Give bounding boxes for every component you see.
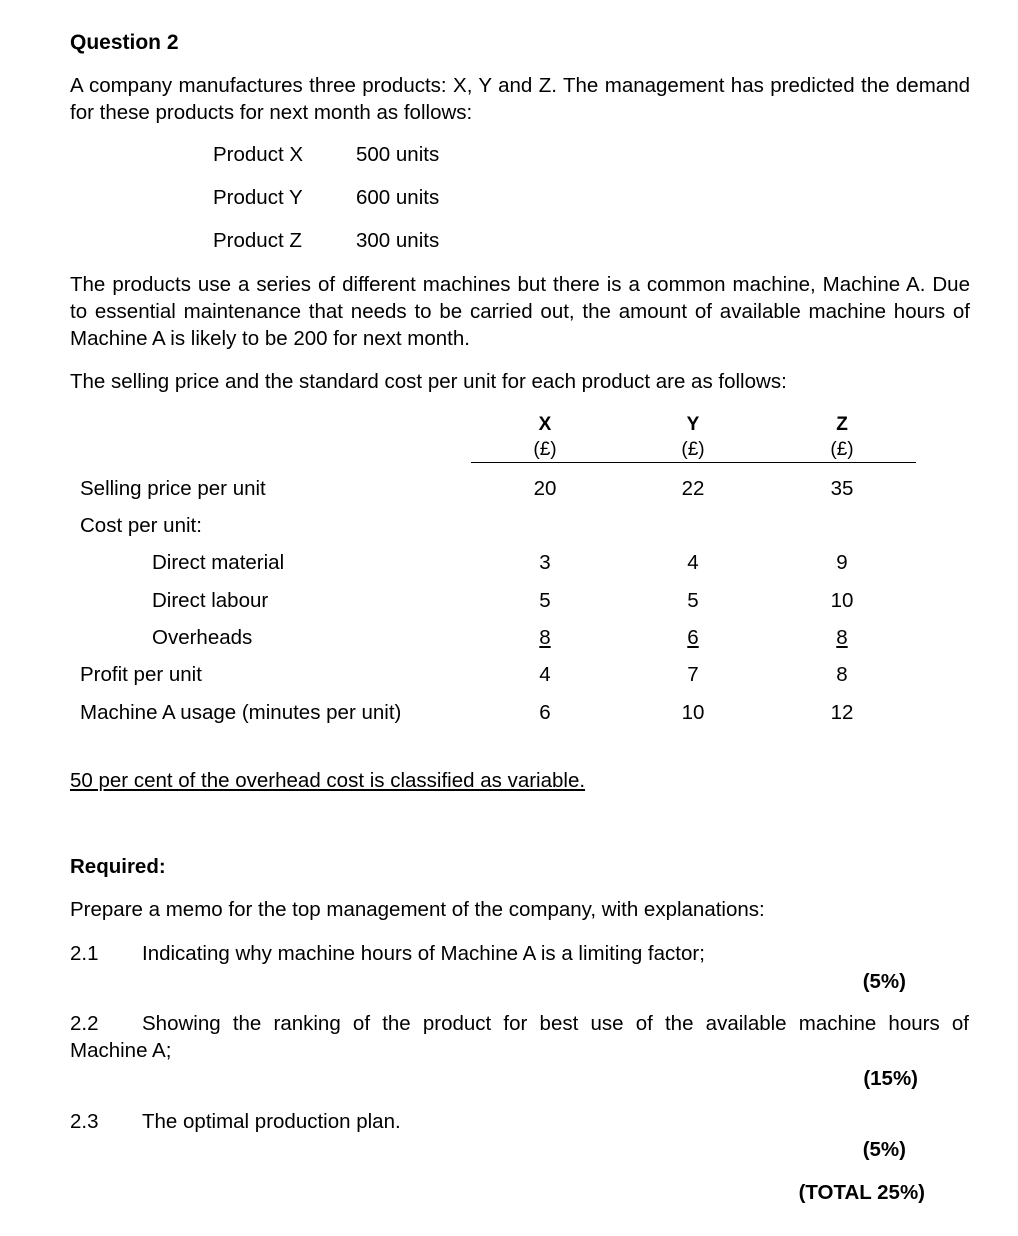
cell-selling-z: 35 (830, 477, 854, 500)
cell-labour-x: 5 (539, 589, 551, 612)
machine-paragraph: The products use a series of different machines but there is a common machine, Machine A. Due to essential maintenance that needs to be carried out, the amount of available machine hours of Machine A is likely to be 200 for next month. (70, 273, 970, 350)
cell-machine-y: 10 (681, 701, 705, 724)
item-2-1-number: 2.1 (70, 942, 99, 965)
cell-material-y: 4 (687, 551, 699, 574)
required-heading: Required: (70, 855, 166, 878)
col-unit-y: (£) (681, 439, 705, 460)
col-header-x: X (538, 414, 552, 435)
cell-overheads-z: 8 (836, 626, 848, 649)
cell-material-x: 3 (539, 551, 551, 574)
cell-overheads-y: 6 (687, 626, 699, 649)
row-label-machine: Machine A usage (minutes per unit) (80, 701, 402, 724)
item-2-3-number: 2.3 (70, 1110, 99, 1133)
cell-machine-z: 12 (830, 701, 854, 724)
col-header-z: Z (836, 414, 848, 435)
item-2-1-text: Indicating why machine hours of Machine A is a limiting factor; (142, 942, 705, 965)
header-rule (471, 462, 916, 463)
demand-product-z: Product Z (213, 229, 302, 252)
row-label-selling: Selling price per unit (80, 477, 266, 500)
intro-paragraph: A company manufactures three products: X, Y and Z. The management has predicted the demand for these products for next month as follows: (70, 74, 970, 124)
demand-units-x: 500 units (356, 143, 440, 166)
col-unit-z: (£) (830, 439, 854, 460)
cell-profit-x: 4 (539, 663, 551, 686)
cell-profit-y: 7 (687, 663, 699, 686)
demand-product-x: Product X (213, 143, 304, 166)
cell-labour-z: 10 (830, 589, 854, 612)
col-header-y: Y (686, 414, 700, 435)
row-label-overheads: Overheads (152, 626, 253, 649)
overhead-note: 50 per cent of the overhead cost is classified as variable. (70, 769, 586, 792)
item-2-3-marks: (5%) (862, 1138, 906, 1161)
item-2-2-number: 2.2 (70, 1012, 99, 1035)
item-2-2-text: Showing the ranking of the product for best use of the available machine hours of (142, 1012, 969, 1035)
item-2-3-text: The optimal production plan. (142, 1110, 401, 1133)
cell-material-z: 9 (836, 551, 848, 574)
demand-units-z: 300 units (356, 229, 440, 252)
item-2-2-text-cont: Machine A; (70, 1039, 172, 1062)
cell-labour-y: 5 (687, 589, 699, 612)
row-label-material: Direct material (152, 551, 285, 574)
demand-units-y: 600 units (356, 186, 440, 209)
cell-selling-y: 22 (681, 477, 705, 500)
table-intro: The selling price and the standard cost per unit for each product are as follows: (70, 370, 787, 393)
row-label-labour: Direct labour (152, 589, 269, 612)
cell-selling-x: 20 (533, 477, 557, 500)
item-2-1-marks: (5%) (862, 970, 906, 993)
demand-product-y: Product Y (213, 186, 303, 209)
col-unit-x: (£) (533, 439, 557, 460)
required-instruction: Prepare a memo for the top management of the company, with explanations: (70, 898, 765, 921)
cell-overheads-x: 8 (539, 626, 551, 649)
cell-profit-z: 8 (836, 663, 848, 686)
item-2-2-marks: (15%) (863, 1067, 918, 1090)
row-label-profit: Profit per unit (80, 663, 202, 686)
total-marks: (TOTAL 25%) (798, 1181, 925, 1204)
cell-machine-x: 6 (539, 701, 551, 724)
question-title: Question 2 (70, 31, 179, 54)
row-label-cost-header: Cost per unit: (80, 514, 202, 537)
